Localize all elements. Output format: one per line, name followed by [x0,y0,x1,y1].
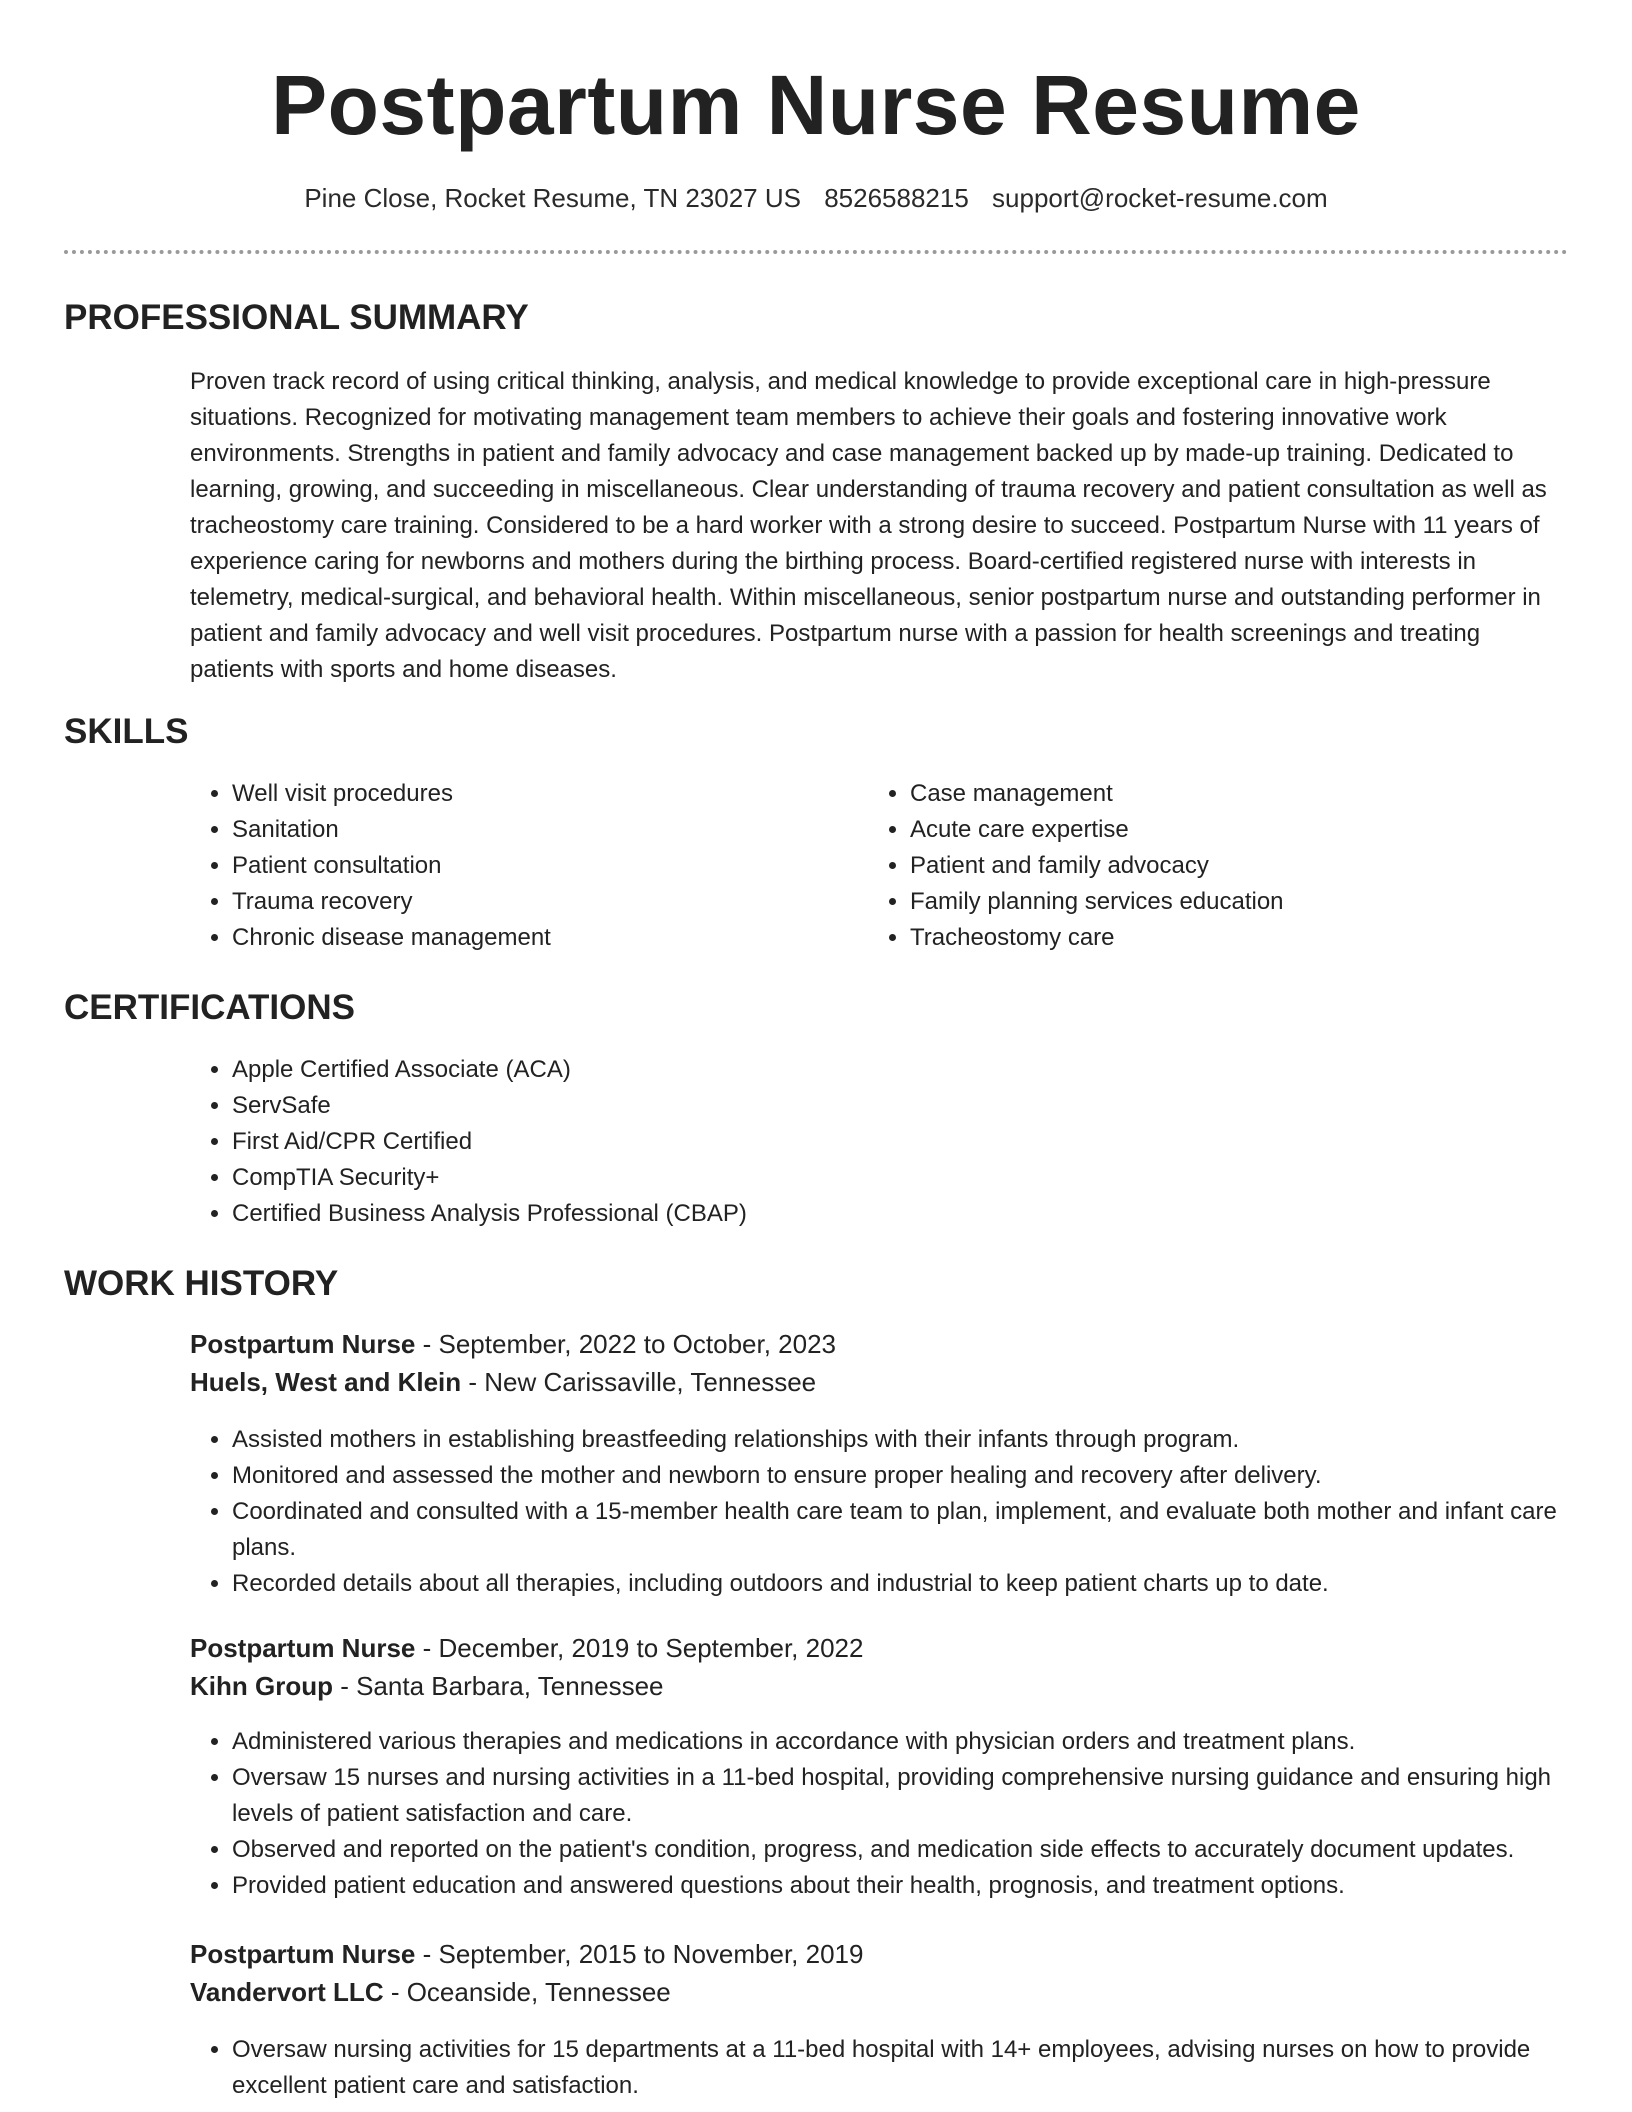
job-dates: September, 2022 to October, 2023 [438,1329,837,1359]
job-bullets [188,1422,1616,1602]
job-bullet: • Monitored and assessed the mother and newborn to ensure proper healing and recovery after delivery. [232,1458,1616,1494]
job-bullets [188,1724,1616,1904]
skill-item: • Acute care expertise [910,812,1610,848]
job-company-line: Kihn Group - Santa Barbara, Tennessee [190,1671,664,1701]
job-location: New Carissaville, Tennessee [484,1367,817,1397]
job-title: Postpartum Nurse [190,1329,416,1359]
job-bullet: • Coordinated and consulted with a 15-member health care team to plan, implement, and evaluate both mother and infant care plans. [232,1494,1616,1566]
job-location: Santa Barbara, Tennessee [356,1671,664,1701]
job-bullet: • Assisted mothers in establishing breastfeeding relationships with their infants through program. [232,1422,1616,1458]
job-bullet: • Administered various therapies and medications in accordance with physician orders and treatment plans. [232,1724,1616,1760]
job-bullet: • Observed and reported on the patient's condition, progress, and medication side effects to accurately document updates. [232,1832,1616,1868]
job-bullet: • Oversaw 15 nurses and nursing activities in a 11-bed hospital, providing comprehensive nursing guidance and ensuring high levels of patient satisfaction and care. [232,1760,1616,1832]
summary-text: Proven track record of using critical thinking, analysis, and medical knowledge to provide exceptional care in high-pressure situations. Recognized for motivating management team members to achieve their goals and fostering innovative work environments. Strengths in patient and family advocacy and case management backed up by made-up training. Dedicated to learning, growing, and succeeding in miscellaneous. Clear understanding of trauma recovery and patient consultation as well as tracheostomy care training. Considered to be a hard worker with a strong desire to succeed. Postpartum Nurse with 11 years of experience caring for newborns and mothers during the birthing process. Board-certified registered nurse with interests in telemetry, medical-surgical, and behavioral health. Within miscellaneous, senior postpartum nurse and outstanding performer in patient and family advocacy and well visit procedures. Postpartum nurse with a passion for health screenings and treating patients with sports and home diseases. [190,368,1547,683]
contact-line [0,180,1632,216]
header-divider [64,250,1568,254]
certifications-list [188,1052,1432,1232]
job-title-line: Postpartum Nurse - September, 2022 to October, 2023 [190,1329,837,1359]
job-company: Huels, West and Klein [190,1367,462,1397]
job-bullets [188,2032,1616,2104]
job-location: Oceanside, Tennessee [406,1977,671,2007]
skills-list-left [188,776,852,956]
contact-phone: 8526588215 [824,183,969,213]
resume-title: Postpartum Nurse Resume [271,58,1361,152]
certification-item: • Apple Certified Associate (ACA) [232,1052,1432,1088]
certification-item: • ServSafe [232,1088,1432,1124]
job-bullet: • Recorded details about all therapies, including outdoors and industrial to keep patient charts up to date. [232,1566,1616,1602]
skill-item: • Chronic disease management [232,920,852,956]
skill-item: • Family planning services education [910,884,1610,920]
job-title: Postpartum Nurse [190,1633,416,1663]
skill-item: • Trauma recovery [232,884,852,920]
skill-item: • Case management [910,776,1610,812]
job-company-line: Vandervort LLC - Oceanside, Tennessee [190,1977,671,2007]
skills-heading: SKILLS [64,712,189,751]
job-title: Postpartum Nurse [190,1939,416,1969]
job-dates: December, 2019 to September, 2022 [438,1633,864,1663]
job-bullet: • Provided patient education and answered questions about their health, prognosis, and treatment options. [232,1868,1616,1904]
certification-item: • First Aid/CPR Certified [232,1124,1432,1160]
summary-heading: PROFESSIONAL SUMMARY [64,298,529,337]
job-company-line: Huels, West and Klein - New Carissaville, Tennessee [190,1367,817,1397]
certifications-heading: CERTIFICATIONS [64,988,356,1027]
job-bullet: • Oversaw nursing activities for 15 departments at a 11-bed hospital with 14+ employees, advising nurses on how to provide excellent patient care and satisfaction. [232,2032,1616,2104]
job-title-line: Postpartum Nurse - December, 2019 to September, 2022 [190,1633,864,1663]
job-dates: September, 2015 to November, 2019 [438,1939,864,1969]
skill-item: • Sanitation [232,812,852,848]
certification-item: • CompTIA Security+ [232,1160,1432,1196]
contact-email: support@rocket-resume.com [992,183,1328,213]
skill-item: • Patient consultation [232,848,852,884]
skill-item: • Well visit procedures [232,776,852,812]
job-company: Kihn Group [190,1671,333,1701]
certification-item: • Certified Business Analysis Professional (CBAP) [232,1196,1432,1232]
skills-list-right [866,776,1610,956]
skill-item: • Tracheostomy care [910,920,1610,956]
skill-item: • Patient and family advocacy [910,848,1610,884]
work-history-heading: WORK HISTORY [64,1264,339,1303]
job-title-line: Postpartum Nurse - September, 2015 to November, 2019 [190,1939,864,1969]
contact-address: Pine Close, Rocket Resume, TN 23027 US [304,183,801,213]
job-company: Vandervort LLC [190,1977,384,2007]
